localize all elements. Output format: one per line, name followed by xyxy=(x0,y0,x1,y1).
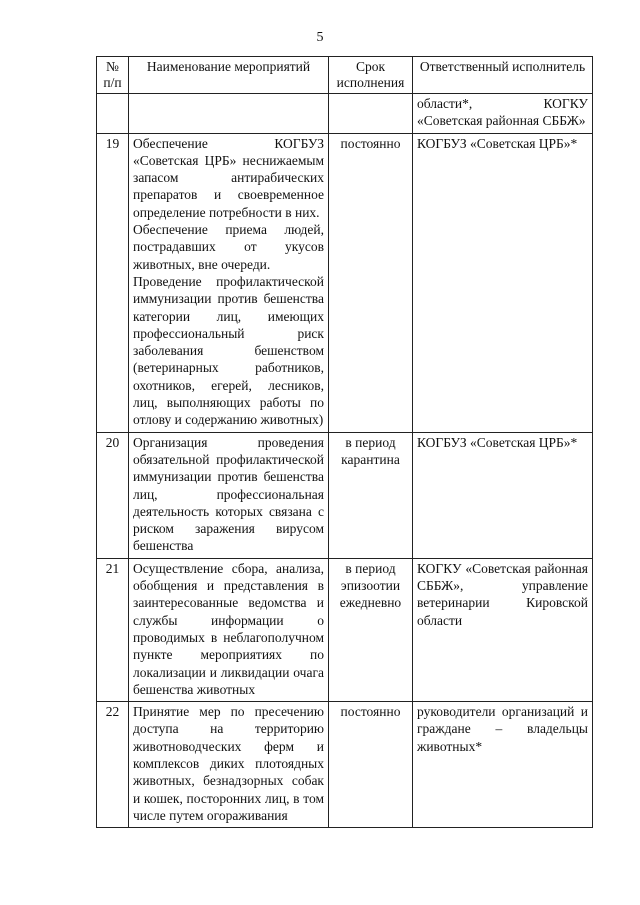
cell-num xyxy=(97,94,129,134)
activities-table xyxy=(96,56,593,828)
activity-paragraph: Организация проведения обязательной профилактической иммунизации против бешенства лиц, профессиональная деятельность которых связана с риском заражения вирусом бешенства xyxy=(133,434,324,554)
cell-responsible: области*, КОГКУ «Советская районная СББЖ» xyxy=(413,94,593,134)
table-row xyxy=(97,133,593,432)
cell-responsible: КОГБУЗ «Советская ЦРБ»* xyxy=(413,432,593,558)
cell-term: в период эпизоотии ежедневно xyxy=(329,558,413,701)
cell-num: 21 xyxy=(97,558,129,701)
cell-responsible: руководители организаций и граждане – владельцы животных* xyxy=(413,702,593,828)
header-responsible: Ответственный исполнитель xyxy=(413,57,593,94)
table-row-continuation xyxy=(97,94,593,134)
cell-term: постоянно xyxy=(329,702,413,828)
table-row xyxy=(97,432,593,558)
cell-activity xyxy=(129,94,329,134)
cell-activity xyxy=(129,558,329,701)
cell-term: в период карантина xyxy=(329,432,413,558)
activity-paragraph: Проведение профилактической иммунизации против бешенства категории лиц, имеющих профессиональный риск заболевания бешенством (ветеринарных работников, охотников, егерей, лесников, лиц, выполняющих работы по отлову и содержанию животных) xyxy=(133,273,324,428)
table-row xyxy=(97,702,593,828)
header-term: Срок исполнения xyxy=(329,57,413,94)
cell-term xyxy=(329,94,413,134)
cell-num: 19 xyxy=(97,133,129,432)
activity-paragraph: Обеспечение КОГБУЗ «Советская ЦРБ» неснижаемым запасом антирабических препаратов и своевременное определение потребности в них. xyxy=(133,135,324,220)
cell-responsible: КОГКУ «Советская районная СББЖ», управление ветеринарии Кировской области xyxy=(413,558,593,701)
cell-num: 20 xyxy=(97,432,129,558)
page-number: 5 xyxy=(316,30,324,45)
header-num: № п/п xyxy=(97,57,129,94)
cell-activity xyxy=(129,702,329,828)
cell-term: постоянно xyxy=(329,133,413,432)
activity-paragraph: Осуществление сбора, анализа, обобщения и представления в заинтересованные ведомства и службы информации о проводимых в неблагополучном пункте мероприятиях по локализации и ликвидации очага бешенства животных xyxy=(133,560,324,697)
cell-num: 22 xyxy=(97,702,129,828)
activity-paragraph: Принятие мер по пресечению доступа на территорию животноводческих ферм и комплексов диких плотоядных животных, безнадзорных собак и кошек, посторонних лиц, в том числе путем огораживания xyxy=(133,704,324,823)
table-row xyxy=(97,558,593,701)
header-activity: Наименование мероприятий xyxy=(129,57,329,94)
cell-activity xyxy=(129,133,329,432)
cell-activity xyxy=(129,432,329,558)
cell-responsible: КОГБУЗ «Советская ЦРБ»* xyxy=(413,133,593,432)
table-header-row xyxy=(97,57,593,94)
activity-paragraph: Обеспечение приема людей, пострадавших от укусов животных, вне очереди. xyxy=(133,222,324,272)
